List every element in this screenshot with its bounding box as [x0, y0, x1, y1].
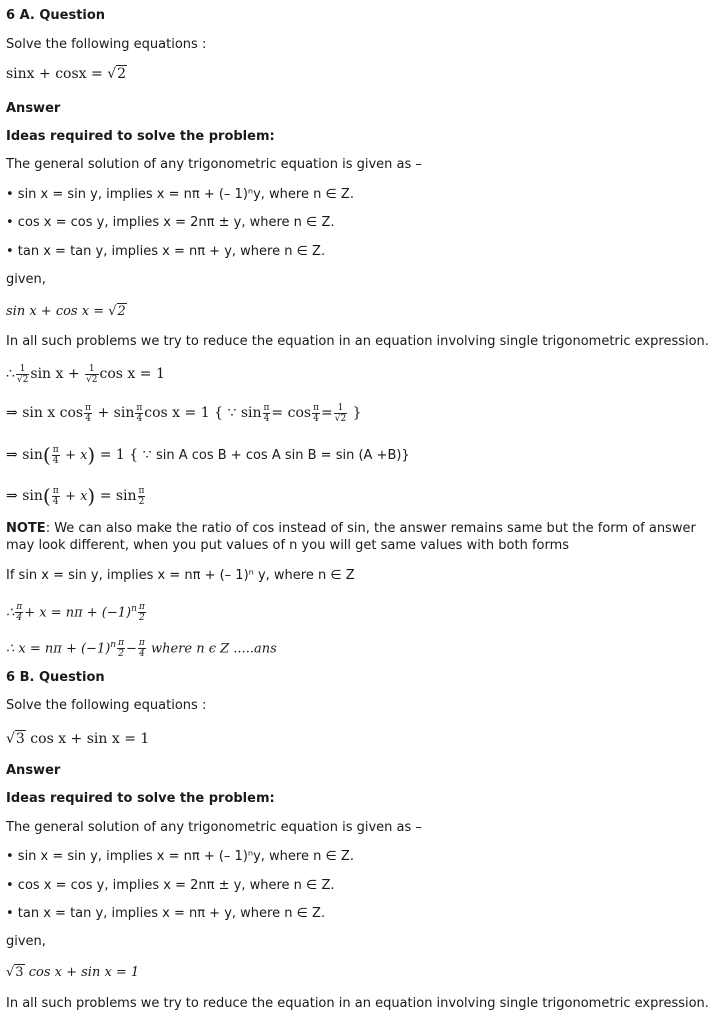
numerator: π	[138, 485, 145, 496]
q6b-heading: 6 B. Question	[6, 670, 105, 685]
denominator: √2	[334, 413, 347, 424]
numerator: 1	[16, 364, 29, 375]
note-text: : We can also make the ratio of cos instead of sin, the answer remains same but the form of answer may look different, when you put values of n you will get same values with both forms	[6, 521, 696, 553]
numerator: π	[52, 485, 59, 496]
q6a-given-radicand: 2	[117, 304, 126, 319]
fraction	[135, 403, 143, 424]
fraction	[15, 602, 23, 623]
step3-identity: sin A cos B + cos A sin B = sin (A +B)}	[155, 448, 410, 463]
step4-term: + x	[65, 489, 88, 504]
denominator: 2	[118, 649, 124, 660]
step2-term: cos x = 1 {	[144, 405, 223, 421]
q6a-rule-cos: • cos x = cos y, implies x = 2nπ ± y, where n ∈ Z.	[6, 215, 335, 230]
denominator: 2	[139, 613, 145, 624]
q6a-note	[6, 520, 712, 554]
fraction	[85, 364, 98, 385]
denominator: 4	[263, 413, 270, 424]
left-paren: (	[42, 484, 51, 508]
fraction	[138, 602, 146, 623]
fraction	[52, 486, 60, 507]
q6a-step5	[6, 596, 147, 626]
right-paren: )	[87, 484, 96, 508]
therefore-symbol: ∴	[6, 605, 15, 621]
numerator: 1	[85, 364, 98, 375]
step4-term: sin	[22, 488, 43, 504]
q6a-equation	[6, 66, 127, 83]
step6-term: −	[126, 641, 137, 657]
fraction	[52, 445, 60, 466]
because-symbol: ∵	[142, 447, 152, 463]
sqrt-symbol: √3	[6, 731, 25, 747]
q6b-answer-label: Answer	[6, 763, 61, 778]
q6a-rule-sin: • sin x = sin y, implies x = nπ + (– 1)ⁿy, where n ∈ Z.	[6, 187, 354, 202]
numerator: π	[138, 602, 145, 613]
step3-term: = 1 {	[99, 447, 139, 463]
step2-term: }	[352, 405, 362, 421]
step6-term: x = nπ + (−1)	[18, 641, 111, 657]
q6b-prompt: Solve the following equations :	[6, 698, 207, 713]
q6a-heading: 6 A. Question	[6, 8, 106, 23]
implies-arrow: ⇒	[6, 447, 18, 463]
denominator: 4	[52, 455, 59, 466]
q6a-given: given,	[6, 272, 46, 287]
q6a-given-eq-text: sin x + cos x =	[6, 304, 109, 319]
numerator: π	[138, 638, 145, 649]
denominator: 4	[85, 413, 91, 424]
step5-term: + x = nπ + (−1)	[24, 605, 132, 621]
sqrt-symbol: √3	[6, 965, 24, 980]
q6b-given-eq-text: cos x + sin x = 1	[24, 965, 140, 980]
q6a-if-line: If sin x = sin y, implies x = nπ + (– 1)ⁿ y, where n ∈ Z	[6, 568, 355, 583]
numerator: π	[16, 602, 23, 613]
numerator: π	[118, 638, 125, 649]
step2-term: sin x cos	[22, 405, 84, 421]
exponent: n	[131, 604, 137, 614]
exponent: n	[110, 640, 117, 650]
q6a-step2	[6, 400, 362, 426]
q6b-rule-tan: • tan x = tan y, implies x = nπ + y, where n ∈ Z.	[6, 906, 326, 921]
step2-term: =	[320, 405, 333, 421]
therefore-symbol: ∴	[6, 641, 15, 657]
note-label: NOTE	[6, 521, 46, 536]
step3-term: + x	[65, 448, 88, 463]
q6a-general: The general solution of any trigonometric equation is given as –	[6, 157, 422, 172]
q6b-given-eq	[6, 964, 139, 981]
q6b-equation-radicand: 3	[15, 731, 25, 747]
sqrt-symbol: √2	[108, 304, 126, 319]
q6a-given-eq	[6, 303, 127, 320]
step1-cos-term: cos x	[99, 366, 136, 382]
q6b-reduce: In all such problems we try to reduce the equation in an equation involving single trigonometric expression.	[6, 996, 709, 1011]
q6a-ideas-label: Ideas required to solve the problem:	[6, 129, 275, 144]
numerator: π	[85, 402, 92, 413]
fraction	[334, 403, 347, 424]
right-paren: )	[87, 443, 96, 467]
numerator: π	[313, 402, 319, 413]
step1-sin-term: sin x +	[30, 366, 80, 382]
therefore-symbol: ∴	[6, 366, 15, 382]
denominator: √2	[16, 374, 29, 385]
q6a-prompt: Solve the following equations :	[6, 37, 207, 52]
step6-tail: where n ϵ Z .....ans	[150, 641, 277, 657]
step2-term: + sin	[97, 405, 135, 421]
q6a-reduce: In all such problems we try to reduce the equation in an equation involving single trigonometric expression.	[6, 334, 709, 349]
step1-rhs: = 1	[139, 366, 165, 382]
fraction	[263, 403, 271, 424]
q6a-step3	[6, 442, 410, 469]
denominator: 2	[138, 496, 145, 507]
q6a-equation-text: sinx + cosx =	[6, 66, 108, 82]
q6b-given-radicand: 3	[15, 965, 24, 980]
q6b-rule-sin: • sin x = sin y, implies x = nπ + (– 1)ⁿy, where n ∈ Z.	[6, 849, 354, 864]
q6b-equation-text: cos x + sin x = 1	[25, 731, 150, 747]
denominator: 4	[139, 649, 145, 660]
denominator: 4	[16, 613, 23, 624]
implies-arrow: ⇒	[6, 488, 18, 504]
because-symbol: ∵	[227, 405, 237, 421]
sqrt-symbol: √2	[107, 66, 127, 82]
q6a-step6	[6, 632, 277, 662]
denominator: 4	[136, 413, 143, 424]
step2-term: = cos	[271, 405, 312, 421]
q6a-rule-tan: • tan x = tan y, implies x = nπ + y, where n ∈ Z.	[6, 244, 326, 259]
numerator: 1	[334, 403, 347, 414]
step2-term: sin	[240, 405, 262, 421]
implies-arrow: ⇒	[6, 405, 18, 421]
q6b-rule-cos: • cos x = cos y, implies x = 2nπ ± y, where n ∈ Z.	[6, 878, 335, 893]
denominator: 4	[313, 413, 319, 424]
q6a-equation-radicand: 2	[117, 66, 127, 82]
left-paren: (	[42, 443, 51, 467]
fraction	[138, 486, 146, 507]
fraction	[16, 364, 29, 385]
denominator: √2	[86, 374, 98, 385]
numerator: π	[136, 402, 143, 413]
q6a-step4	[6, 482, 146, 511]
step3-term: sin	[22, 447, 43, 463]
numerator: π	[52, 444, 59, 455]
q6b-equation	[6, 731, 149, 748]
fraction	[84, 403, 92, 424]
numerator: π	[263, 402, 270, 413]
q6b-given: given,	[6, 934, 46, 949]
q6a-step1	[6, 362, 165, 386]
q6b-general: The general solution of any trigonometric equation is given as –	[6, 820, 422, 835]
q6b-ideas-label: Ideas required to solve the problem:	[6, 791, 275, 806]
step4-term: = sin	[99, 488, 137, 504]
denominator: 4	[52, 496, 59, 507]
q6a-answer-label: Answer	[6, 101, 61, 116]
fraction	[117, 638, 125, 659]
fraction	[312, 403, 320, 424]
fraction	[138, 638, 146, 659]
